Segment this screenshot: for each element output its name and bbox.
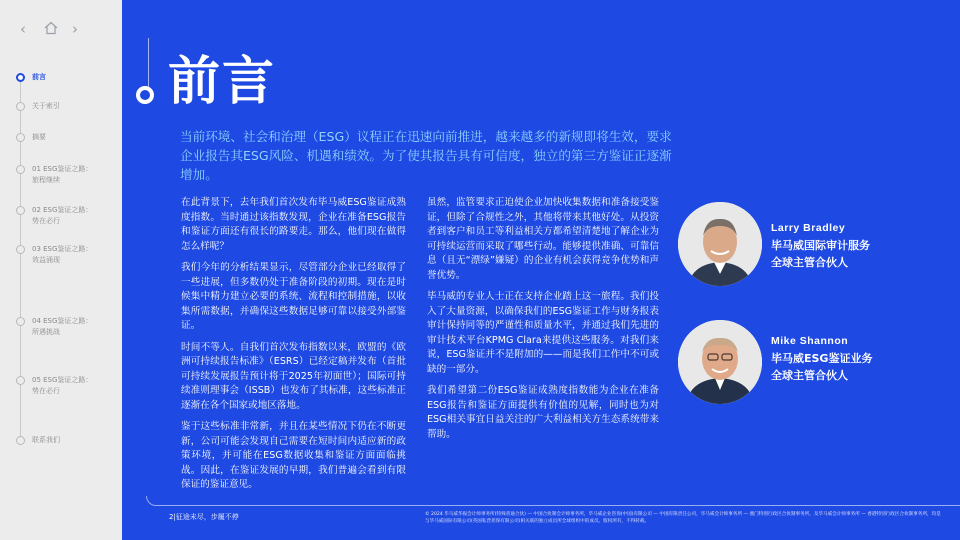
intro-paragraph: 当前环境、社会和治理（ESG）议程正在迅速向前推进，越来越多的新规即将生效，要求企业报告其ESG风险、机遇和绩效。为了使其报告具有可信度，独立的第三方鉴证正逐渐增加。 [180, 129, 672, 182]
toc-item-label: 前言 [32, 73, 46, 81]
toc-dot-icon [16, 73, 25, 82]
toc-dot-icon [16, 133, 25, 142]
body-paragraph: 我们今年的分析结果显示，尽管部分企业已经取得了一些进展，但多数仍处于准备阶段的初期。现在是时候集中精力建立必要的系统、流程和控制措施，以收集所需数据，并确保这些数据足够可靠以接受外部鉴证。 [181, 262, 406, 331]
footer-page-label: 2|征途未尽，步履不停 [169, 513, 239, 521]
toc-dot-icon [16, 165, 25, 174]
person-name: Mike Shannon [771, 335, 849, 347]
body-paragraph: 鉴于这些标准非常新，并且在某些情况下仍在不断更新，公司可能会发现自己需要在短时间内适应新的政策环境，并可能在ESG数据收集和鉴证方面面临挑战。因此，在鉴证发展的早期，我们普遍会看到有限保证的鉴证意见。 [181, 421, 406, 490]
toc-item-label: 联系我们 [32, 436, 60, 444]
body-paragraph: 我们希望第二份ESG鉴证成熟度指数能为企业在准备ESG报告和鉴证方面提供有价值的见解，同时也为对ESG相关事宜日益关注的广大利益相关方生态系统带来帮助。 [427, 385, 659, 440]
toc-dot-icon [16, 376, 25, 385]
body-paragraph: 虽然，监管要求正迫使企业加快收集数据和准备接受鉴证，但除了合规性之外，其他将带来其他好处。从投资者到客户和员工等利益相关方都希望清楚地了解企业为可持续运营而采取了哪些行动。能够提供准确、可靠信息（且无“漂绿”嫌疑）的企业有机会获得竞争优势和声誉优势。 [427, 197, 659, 281]
body-paragraph: 毕马威的专业人士正在支持企业踏上这一旅程。我们投入了大量资源，以确保我们的ESG鉴证工作与财务报表审计保持同等的严谨性和质量水平，并通过我们先进的审计技术平台KPMG Clara来提供这些服务。对我们来说，ESG鉴证并不是附加的——而是我们工作中不可或缺的一部分。 [427, 291, 659, 375]
home-icon[interactable] [42, 20, 60, 38]
toc-dot-icon [16, 317, 25, 326]
toc-rail [20, 76, 21, 444]
toc-item-label: 01 ESG鉴证之路： 旅程继续 [32, 165, 93, 184]
person-role-line: 全球主管合伙人 [771, 256, 848, 269]
toc-dot-icon [16, 206, 25, 215]
toc-item-label: 03 ESG鉴证之路： 效益涌现 [32, 245, 93, 264]
toc-dot-icon [16, 245, 25, 254]
sidebar [0, 0, 122, 540]
body-paragraph: 时间不等人。自我们首次发布指数以来，欧盟的《欧洲可持续报告标准》（ESRS）已经定稿并发布（首批可持续发展报告预计将于2025年初面世）；国际可持续准则理事会（ISSB）也发布了其标准，这些标准正逐渐在各个国家或地区落地。 [181, 341, 406, 411]
person-role [771, 350, 951, 384]
page-title: 前言 [168, 52, 277, 112]
chevron-right-icon[interactable]: › [72, 20, 78, 38]
toc-item-label: 04 ESG鉴证之路： 所遇挑战 [32, 317, 93, 336]
footer-legal-text: © 2024 毕马威华振会计师事务所(特殊普通合伙) — 中国合伙制会计师事务所，毕马威企业咨询(中国)有限公司 — 中国有限责任公司，毕马威会计师事务所 — 澳门特别行政区合伙制事务所，及毕马威会计师事务所 — 香港特别行政区合伙制事务所，均是与毕马威国际有限公司(英国私营担保有限公司)相关联的独立成员所全球组织中的成员。版权所有，不得转载。 [425, 512, 941, 524]
body-column-right [427, 196, 659, 449]
person-role-line: 毕马威ESG鉴证业务 [771, 352, 873, 365]
person-role [771, 237, 951, 271]
toc-item-label: 05 ESG鉴证之路： 势在必行 [32, 376, 93, 395]
title-ring-marker [136, 86, 154, 104]
person-name: Larry Bradley [771, 222, 846, 234]
toc-dot-icon [16, 102, 25, 111]
person-role-line: 毕马威国际审计服务 [771, 239, 870, 252]
avatar-larry-bradley [678, 202, 762, 286]
toc-dot-icon [16, 436, 25, 445]
body-paragraph: 在此背景下，去年我们首次发布毕马威ESG鉴证成熟度指数。当时通过该指数发现，企业在准备ESG报告和鉴证方面还有很长的路要走。那么，他们现在做得怎么样呢？ [181, 197, 406, 252]
toc-item-label: 关于索引 [32, 102, 60, 110]
body-column-left [181, 196, 406, 500]
title-connector [148, 38, 149, 88]
avatar-mike-shannon [678, 320, 762, 404]
toc-item-label: 02 ESG鉴证之路： 势在必行 [32, 206, 93, 225]
chevron-left-icon[interactable]: ‹ [20, 20, 26, 38]
toc-item-label: 摘要 [32, 133, 46, 141]
person-role-line: 全球主管合伙人 [771, 369, 848, 382]
